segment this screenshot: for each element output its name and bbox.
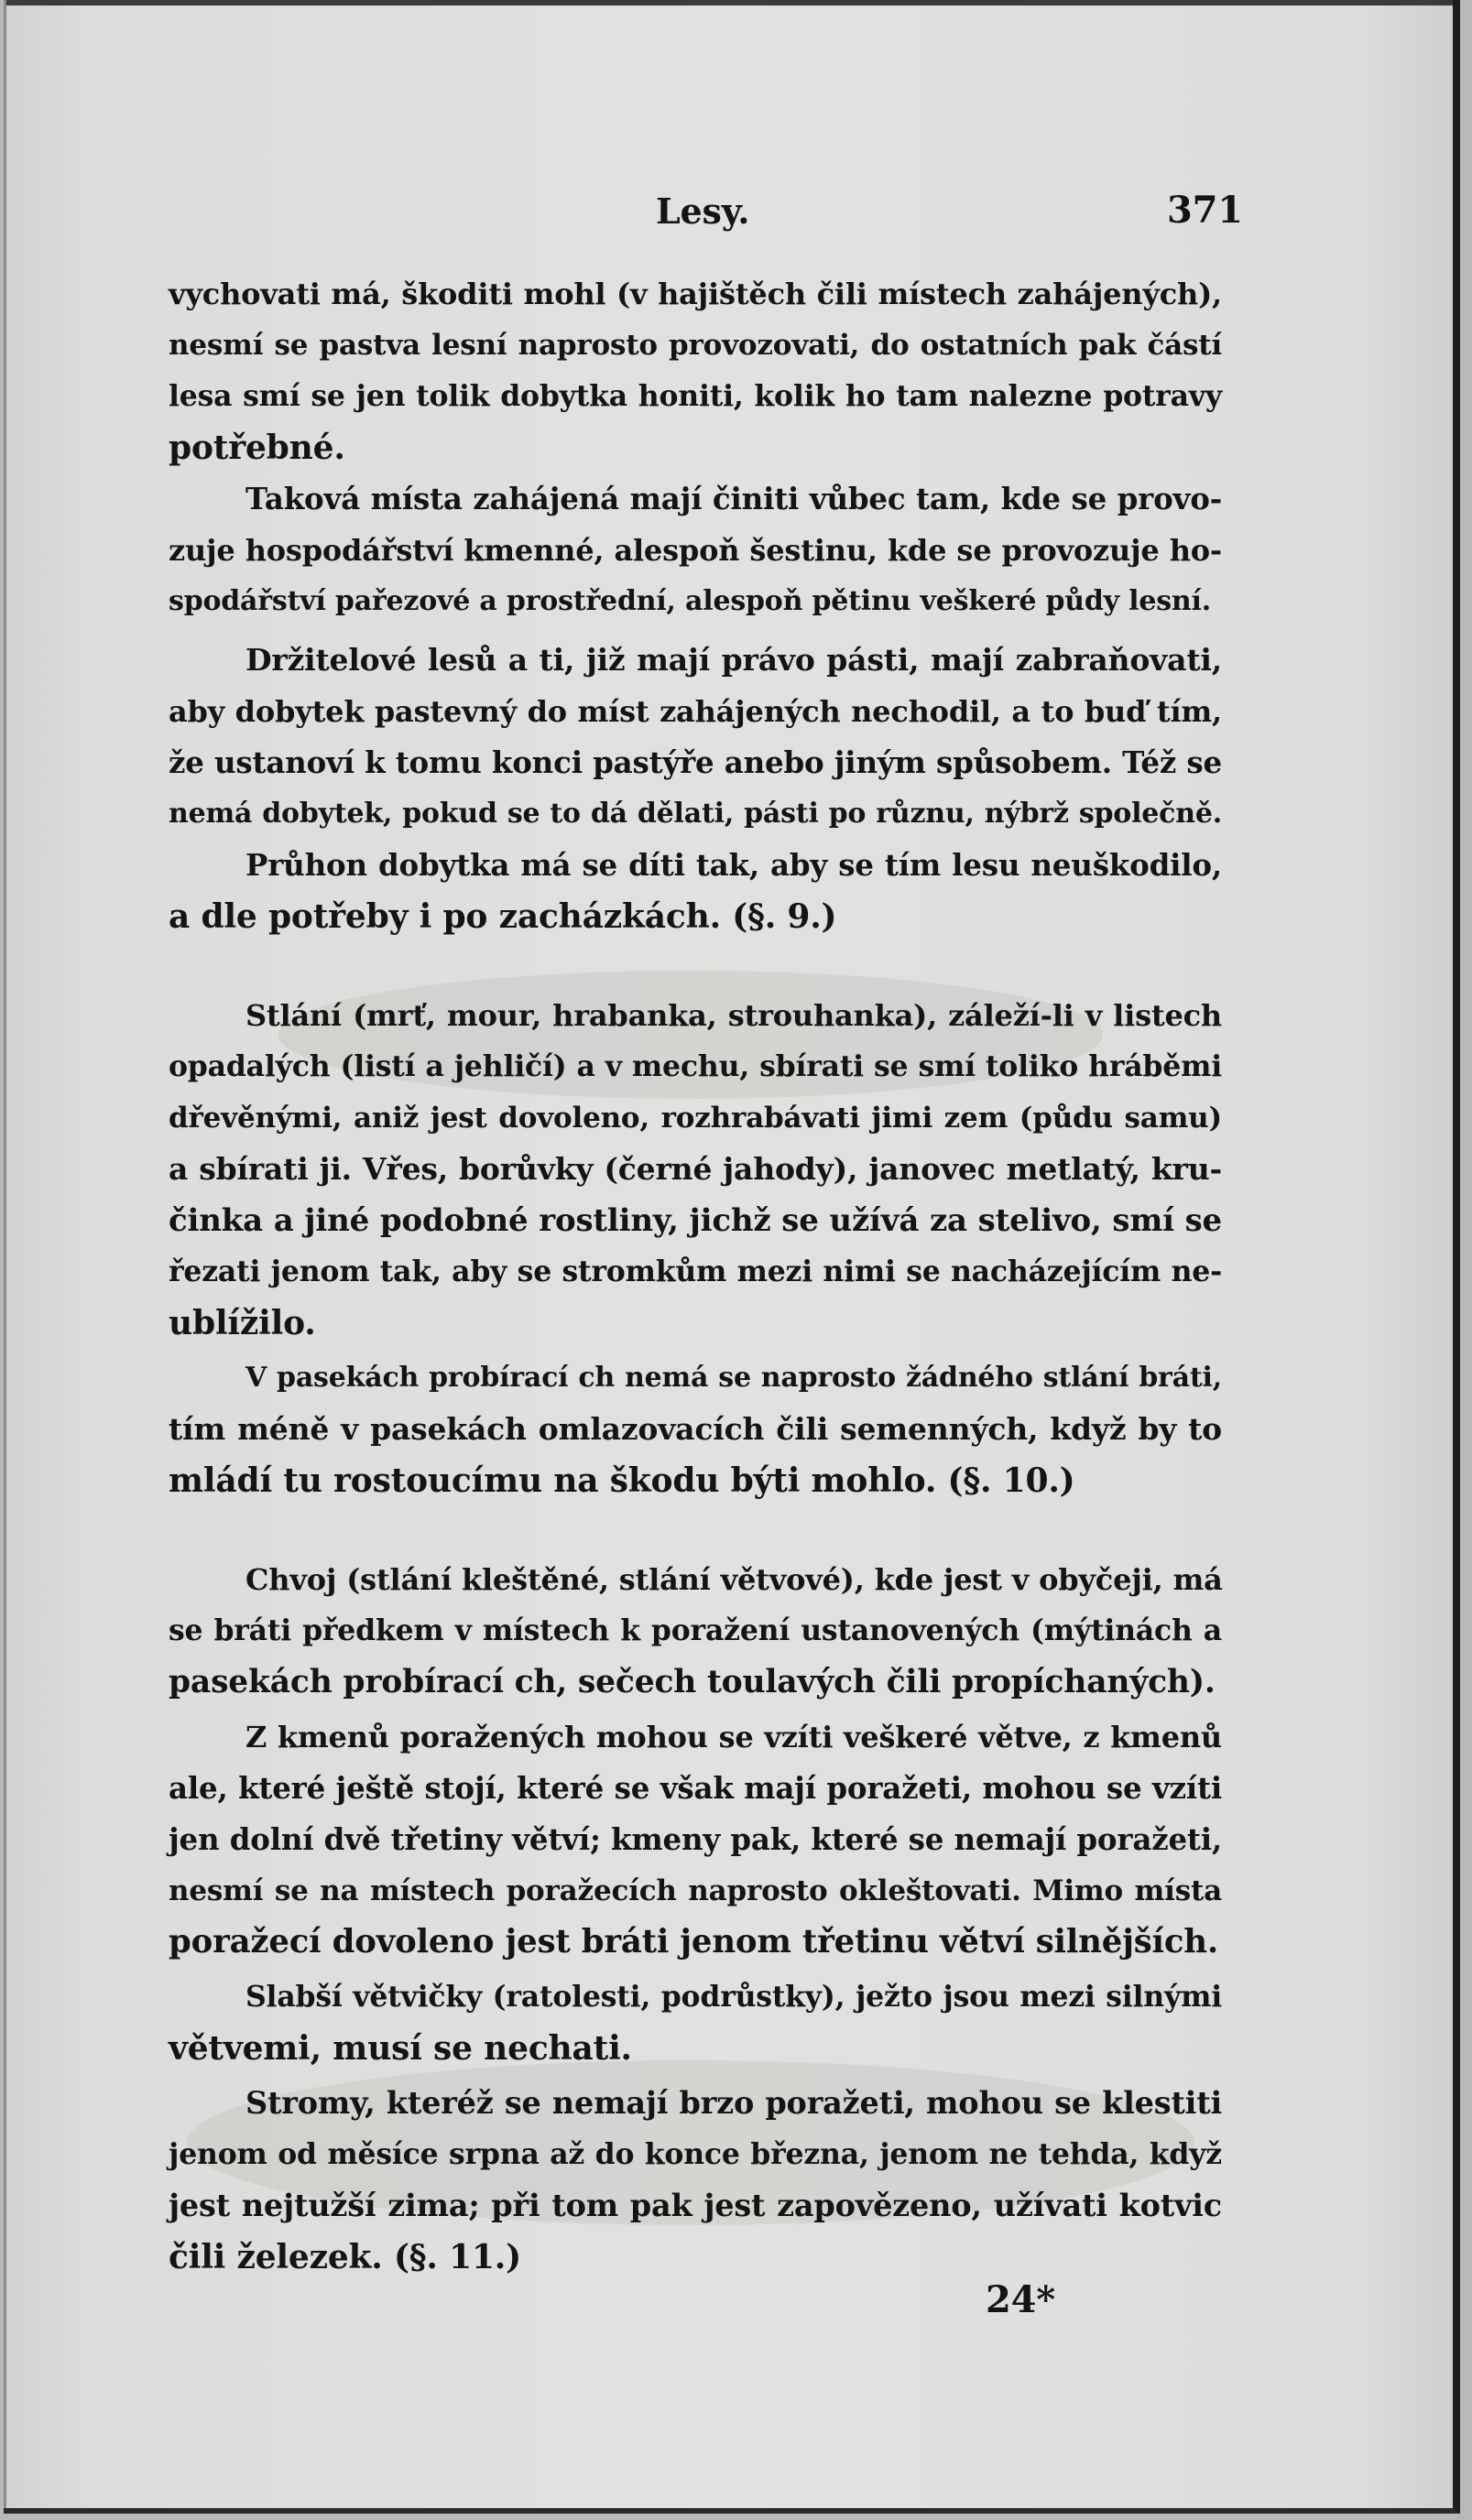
- book-page: [4, 0, 1460, 2514]
- text-line: Stromy, kteréž se nemají brzo poražeti, mohou se klestiti: [245, 2085, 1222, 2121]
- text-line: ale, které ještě stojí, které se však mají poražeti, mohou se vzíti: [169, 1770, 1222, 1806]
- text-line: činka a jiné podobné rostliny, jichž se užívá za stelivo, smí se: [169, 1202, 1222, 1239]
- text-line: dřevěnými, aniž jest dovoleno, rozhrabávati jimi zem (půdu samu): [169, 1102, 1222, 1135]
- text-line: Z kmenů poražených mohou se vzíti veškeré větve, z kmenů: [245, 1720, 1222, 1754]
- running-header-title: Lesy.: [656, 190, 750, 232]
- text-line: nemá dobytek, pokud se to dá dělati, pásti po různu, nýbrž společně.: [169, 798, 1222, 830]
- text-line: Průhon dobytka má se díti tak, aby se tím lesu neuškodilo,: [245, 847, 1222, 883]
- text-line: ublížilo.: [169, 1304, 316, 1342]
- text-line: jen dolní dvě třetiny větví; kmeny pak, které se nemají poražeti,: [169, 1821, 1222, 1857]
- text-line: zuje hospodářství kmenné, alespoň šestinu, kde se provozuje ho-: [169, 533, 1222, 568]
- text-line: jest nejtužší zima; při tom pak jest zapovězeno, užívati kotvic: [169, 2188, 1222, 2223]
- text-line: nesmí se na místech poražecích naprosto okleštovati. Mimo místa: [169, 1874, 1222, 1907]
- text-line: vychovati má, škoditi mohl (v hajištěch čili místech zahájených),: [169, 277, 1222, 311]
- text-line: a sbírati ji. Vřes, borůvky (černé jahody), janovec metlatý, kru-: [169, 1151, 1222, 1187]
- text-line: Slabší větvičky (ratolesti, podrůstky), ježto jsou mezi silnými: [245, 1980, 1222, 2014]
- text-line: mládí tu rostoucímu na škodu býti mohlo. (§. 10.): [169, 1461, 1075, 1500]
- text-line: Chvoj (stlání kleštěné, stlání větvové), kde jest v obyčeji, má: [245, 1562, 1223, 1597]
- text-line: aby dobytek pastevný do míst zahájených nechodil, a to buď tím,: [169, 694, 1222, 729]
- text-line: větvemi, musí se nechati.: [169, 2029, 632, 2068]
- text-line: lesa smí se jen tolik dobytka honiti, kolik ho tam nalezne potravy: [169, 379, 1222, 413]
- text-line: opadalých (listí a jehličí) a v mechu, sbírati se smí toliko hráběmi: [169, 1049, 1222, 1083]
- text-line: a dle potřeby i po zacházkách. (§. 9.): [169, 897, 837, 936]
- text-line: jenom od měsíce srpna až do konce března, jenom ne tehda, když: [169, 2137, 1222, 2171]
- text-line: nesmí se pastva lesní naprosto provozovati, do ostatních pak částí: [169, 329, 1222, 362]
- text-line: Stlání (mrť, mour, hrabanka, strouhanka), záleží-li v listech: [245, 998, 1222, 1033]
- page-number: 371: [1167, 189, 1243, 232]
- signature-mark: 24*: [986, 2278, 1055, 2321]
- text-line: poražecí dovoleno jest bráti jenom třetinu větví silnějších.: [169, 1923, 1219, 1961]
- text-line: potřebné.: [169, 429, 345, 467]
- text-line: tím méně v pasekách omlazovacích čili semenných, když by to: [169, 1411, 1222, 1447]
- text-line: řezati jenom tak, aby se stromkům mezi nimi se nacházejícím ne-: [169, 1255, 1222, 1288]
- text-line: čili železek. (§. 11.): [169, 2238, 521, 2276]
- text-line: spodářství pařezové a prostřední, alespoň pětinu veškeré půdy lesní.: [169, 585, 1211, 617]
- page-left-edge: [4, 0, 6, 2508]
- text-line: Taková místa zahájená mají činiti vůbec tam, kde se provo-: [245, 481, 1222, 516]
- text-line: se bráti předkem v místech k poražení ustanovených (mýtinách a: [169, 1613, 1222, 1647]
- page-top-edge: [4, 0, 1453, 5]
- text-line: Držitelové lesů a ti, již mají právo pásti, mají zabraňovati,: [245, 642, 1222, 678]
- text-line: že ustanoví k tomu konci pastýře anebo jiným spůsobem. Též se: [169, 744, 1222, 780]
- text-line: pasekách probírací ch, sečech toulavých čili propíchaných).: [169, 1664, 1216, 1700]
- text-line: V pasekách probírací ch nemá se naprosto žádného stlání bráti,: [245, 1362, 1222, 1394]
